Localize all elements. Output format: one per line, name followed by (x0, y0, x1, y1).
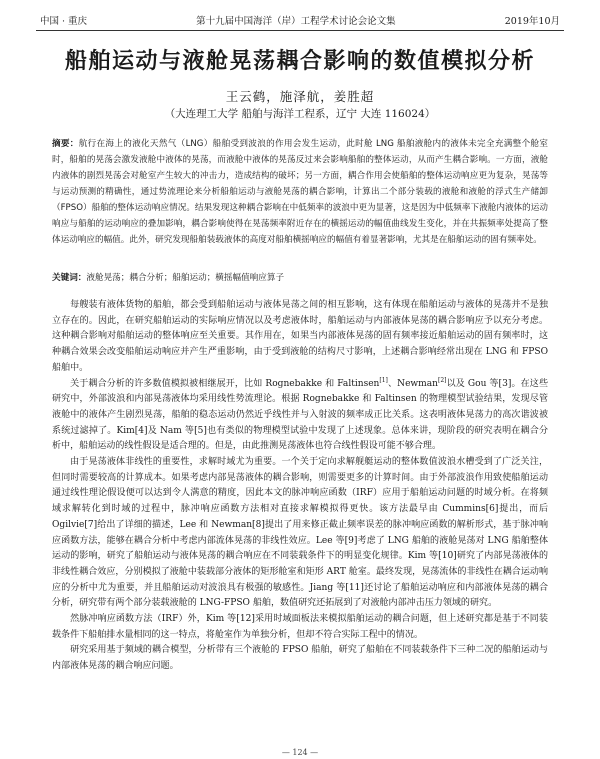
header-rule (36, 30, 564, 31)
body-paragraph (52, 643, 548, 674)
body-paragraph (52, 298, 548, 377)
keywords-text: 液舱晃荡；耦合分析；船舶运动；横摇幅值响应算子 (86, 273, 285, 283)
paragraph-text: 研究采用基于频域的耦合模型，分析带有三个液舱的 FPSO 船舶，研究了船舶在不同装载条件下三种二况的船舶运动与内部液体晃荡的耦合响应问题。 (52, 645, 548, 672)
keywords-label: 关键词： (52, 273, 87, 283)
abstract (52, 136, 548, 248)
citation-mark: [2] (437, 376, 447, 384)
abstract-label: 摘要： (52, 139, 79, 149)
keywords (52, 271, 548, 285)
paragraph-text: 然脉冲响应函数方法（IRF）外，Kim 等[12]采用时域面板法来模拟船舶运动的耦合问题，但上述研究都是基于不同装载条件下船舶排水量相同的这一特点，将舱室作为单独分析，但却不符合实际工程中的情况。 (52, 614, 548, 640)
body-text (52, 298, 548, 728)
body-paragraph (52, 455, 548, 612)
paragraph-text: 关于耦合分析的许多数值模拟被相继展开，比如 Rognebakke 和 Faltinsen (70, 378, 380, 389)
paragraph-text: 以及 Gou 等[3]。在这些研究中，外部波浪和内部晃荡液体均采用线性势流理论。根据 Rognebakke 和 Faltinsen 的物理模型试验结果，发现尽管液舱中的液体产生剧烈晃荡，船舶的稳态运动仍然近乎线性并与入射波的频率成正比关系。这表明液体晃荡力的高次谐波被系统过滤掉了。Kim[4]及 Nam 等[5]也有类似的物理模型试验中发现了上述现象。总体来讲，现阶段的研究表明在耦合分析中，船舶运动的线性假设是适合理的。但是，由此推测晃荡液体也符合线性假设可能不够合理。 (52, 378, 548, 452)
header-date: 2019年10月 (504, 16, 560, 27)
running-header (40, 12, 560, 28)
paragraph-text: 由于晃荡液体非线性的重要性，求解时域尤为重要。一个关于定向求解舰艇运动的整体数值波浪水槽受到了广泛关注，但同时需要较高的计算成本。如果考虑内部晃荡液体的耦合影响，则需要更多的计算时间。由于外部波浪作用致使船舶运动通过线性理论假设便可以达到令人满意的精度，因此本文的脉冲响应函数（IRF）应用于船舶运动问题的时域分析。在将频域求解转化到时域的过程中，脉冲响应函数方法相对直接求解模拟得更快。该方法最早由 Cummins[6]提出，而后 Ogilvie[7]给出了详细的描述，Lee 和 Newman[8]提出了用来修正截止频率误差的脉冲响应函数的解析形式，基于脉冲响应函数方法，能够在耦合分析中考虑内部流体晃荡的非线性效应。Lee 等[9]考虑了 LNG 船舶的液舱晃荡对 LNG 船舶整体运动的影响，研究了船舶运动与液体晃荡的耦合响应在不同装载条件下的明显变化规律。Kim 等[10]研究了内部晃荡液体的非线性耦合效应，分别模拟了液舱中装载部分液体的矩形舱室和矩形 ART 舱室。最终发现，晃荡流体的非线性在耦合运动响应的分析中尤为重要，并且船舶运动对波浪具有极强的敏感性。Jiang 等[11]还讨论了船舶运动响应和内部液体晃荡的耦合分析，研究带有两个部分装载液舱的 LNG-FPSO 船舶，数值研究还拓展到了对液舱内部冲击压力领域的研究。 (52, 457, 548, 609)
body-paragraph (52, 377, 548, 456)
paragraph-text: 、Newman (387, 378, 438, 389)
body-paragraph (52, 612, 548, 643)
author-affiliation: （大连理工大学 船舶与海洋工程系，辽宁 大连 116024） (164, 108, 436, 120)
paper-authors: 王云鹤，施泽航，姜胜超 (225, 89, 375, 104)
abstract-text: 航行在海上的液化天然气（LNG）船舶受到波浪的作用会发生运动，此时舱 LNG 船舶液舱内的液体未完全充满整个舱室时，船舶的晃荡会激发液舱中液体的晃荡，而液舱中液体的晃荡反过来会影响船舶的整体运动，从而产生耦合影响。一方面，液舱内液体的剧烈晃荡会对舱室产生较大的冲击力，造成结构的破坏；另一方面，耦合作用会使船舶的整体运动响应更为复杂，晃荡等与运动预测的精确性，通过势流理论来分析船舶运动与液舱晃荡的耦合影响，计算出二个部分装载的液舱和液舱的浮式生产储卸（FPSO）船舶的整体运动响应情况。结果发现这种耦合影响在中低频率的波浪中更为显著，这是因为中低频率下液舱内液体的运动响应与船舶的运动响应的叠加影响，耦合影响使得在晃荡频率附近存在的横摇运动的幅值曲线发生变化，并在共振频率处提高了整体运动响应的幅值。此外，研究发现船舶装载液体的高度对船舶横摇响应的幅值有着显著影响，尤其是在船舶运动的固有频率处。 (52, 139, 548, 245)
paper-title: 船舶运动与液舱晃荡耦合影响的数值模拟分析 (64, 48, 535, 74)
paragraph-text: 每艘装有液体货物的船舶，都会受到船舶运动与液体晃荡之间的相互影响，这有体现在船舶运动与液体的晃荡并不是独立存在的。因此，在研究船舶运动的实际响应情况以及考虑液体时，船舶运动与内部液体晃荡的耦合影响应予以充分考虑。这种耦合影响对船舶运动的整体响应至关重要。其作用在，如果当内部液体晃荡的固有频率接近船舶运动的固有频率时，这种耦合效果会改变船舶运动响应并产生严重影响，由于受到液舱的结构尺寸影响，上述耦合影响经常出现在 LNG 和 FPSO 船舶中。 (52, 300, 548, 373)
page-number: — 124 — (281, 748, 319, 757)
header-location: 中国 · 重庆 (40, 16, 88, 27)
header-conference: 第十九届中国海洋（岸）工程学术讨论会论文集 (196, 16, 396, 27)
citation-mark: [1] (379, 376, 388, 384)
